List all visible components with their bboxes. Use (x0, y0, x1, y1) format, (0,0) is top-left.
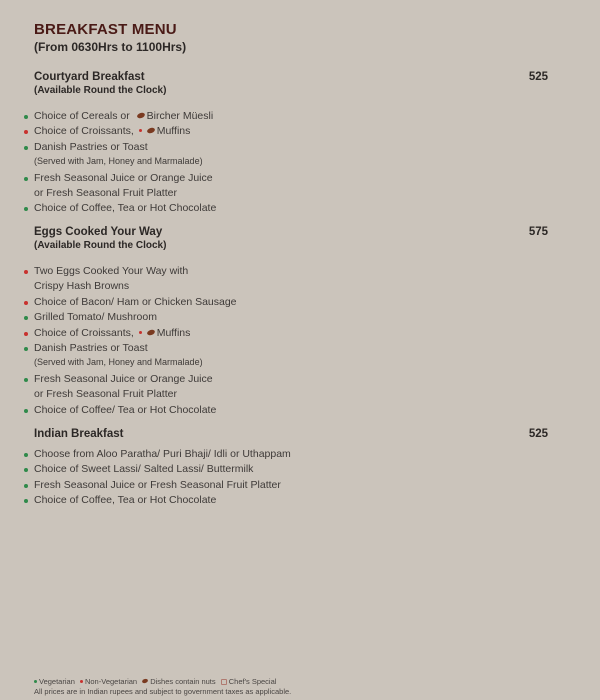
nut-icon (146, 127, 155, 134)
menu-hours: (From 0630Hrs to 1100Hrs) (34, 40, 187, 54)
menu-item-text: Bircher Müesli (146, 110, 214, 122)
menu-item-line (34, 202, 216, 214)
veg-icon (24, 316, 28, 320)
menu-section (0, 428, 600, 507)
section-title: Indian Breakfast (34, 428, 124, 440)
section-availability: (Available Round the Clock) (34, 85, 167, 96)
menu-item-line (34, 448, 291, 460)
menu-item-text: Choice of Coffee/ Tea or Hot Chocolate (34, 403, 217, 416)
menu-item-text: Choice of Sweet Lassi/ Salted Lassi/ Buttermilk (34, 463, 254, 476)
menu-section (0, 71, 600, 215)
menu-title: BREAKFAST MENU (34, 21, 177, 38)
nut-icon (146, 328, 155, 335)
menu-item-text: Fresh Seasonal Juice or Orange Juice (34, 372, 213, 385)
legend-veg: Vegetarian (39, 677, 75, 686)
nonveg-icon (139, 331, 142, 334)
menu-item-text: Choice of Coffee, Tea or Hot Chocolate (34, 494, 217, 507)
section-price: 575 (528, 226, 548, 238)
legend-nuts: Dishes contain nuts (150, 677, 216, 686)
menu-item-text: Muffins (156, 125, 191, 138)
menu-item-text: or Fresh Seasonal Fruit Platter (34, 388, 177, 401)
nut-icon (142, 678, 149, 684)
nonveg-icon (24, 130, 28, 134)
section-price: 525 (528, 71, 548, 83)
section-availability: (Available Round the Clock) (34, 240, 167, 251)
chef-special-icon (221, 679, 227, 685)
price-note: All prices are in Indian rupees and subject to government taxes as applicable. (34, 687, 292, 696)
menu-item-text: (Served with Jam, Honey and Marmalade) (34, 357, 203, 368)
menu-item-text: Fresh Seasonal Juice or Orange Juice (34, 171, 213, 184)
menu-item-line (34, 463, 253, 475)
veg-icon (34, 680, 37, 683)
veg-icon (24, 499, 28, 503)
section-header (0, 226, 600, 256)
menu-item-line (34, 327, 190, 339)
veg-icon (24, 177, 28, 181)
menu-item-text: Choice of Bacon/ Ham or Chicken Sausage (34, 295, 237, 308)
menu-item-text: Grilled Tomato/ Mushroom (34, 311, 157, 324)
menu-item-line (34, 357, 203, 367)
menu-item-text: Choice of Cereals or (34, 110, 133, 122)
menu-item-text: Choice of Croissants, (34, 125, 137, 138)
veg-icon (24, 207, 28, 211)
veg-icon (24, 115, 28, 119)
menu-item-line (34, 110, 213, 122)
menu-item-line (34, 296, 237, 308)
nonveg-icon (24, 332, 28, 336)
menu-section (0, 226, 600, 416)
legend-chef: Chef's Special (228, 677, 277, 686)
veg-icon (24, 409, 28, 413)
menu-item-text: Choice of Coffee, Tea or Hot Chocolate (34, 202, 217, 215)
nonveg-icon (139, 129, 142, 132)
legend (34, 677, 291, 687)
menu-item-line (34, 404, 216, 416)
menu-item-text: Danish Pastries or Toast (34, 140, 148, 153)
menu-item-text: Danish Pastries or Toast (34, 342, 148, 354)
menu-item-line (34, 388, 177, 400)
menu-item-text: or Fresh Seasonal Fruit Platter (34, 187, 177, 199)
menu-item-line (34, 342, 148, 354)
menu-item-text: Choose from Aloo Paratha/ Puri Bhaji/ Idli or Uthappam (34, 448, 291, 460)
section-title: Courtyard Breakfast (34, 71, 145, 83)
menu-item-line (34, 494, 216, 506)
veg-icon (24, 146, 28, 150)
menu-item-text: Choice of Croissants, (34, 326, 137, 339)
nut-icon (136, 112, 145, 119)
menu-item-line (34, 141, 148, 153)
nonveg-icon (80, 680, 83, 683)
menu-item-line (34, 125, 190, 137)
menu-item-line (34, 156, 203, 166)
menu-footer (34, 677, 291, 697)
menu-item-text: Fresh Seasonal Juice or Fresh Seasonal Fruit Platter (34, 478, 281, 491)
veg-icon (24, 468, 28, 472)
menu-item-text: Two Eggs Cooked Your Way with (34, 265, 189, 277)
menu-item-line (34, 479, 281, 491)
nonveg-icon (24, 270, 28, 274)
menu-item-line (34, 187, 177, 199)
section-price: 525 (528, 428, 548, 440)
menu-item-line (34, 311, 157, 323)
veg-icon (24, 378, 28, 382)
menu-item-text: (Served with Jam, Honey and Marmalade) (34, 156, 203, 167)
section-header (0, 71, 600, 101)
veg-icon (24, 484, 28, 488)
legend-nonveg: Non-Vegetarian (84, 677, 138, 686)
menu-item-text: Crispy Hash Browns (34, 280, 130, 293)
nonveg-icon (24, 301, 28, 305)
section-title: Eggs Cooked Your Way (34, 226, 163, 238)
menu-item-line (34, 373, 213, 385)
veg-icon (24, 347, 28, 351)
menu-item-line (34, 280, 129, 292)
veg-icon (24, 453, 28, 457)
menu-item-text: Muffins (156, 326, 191, 339)
menu-header (34, 20, 186, 55)
menu-item-line (34, 265, 188, 277)
menu-item-line (34, 172, 213, 184)
